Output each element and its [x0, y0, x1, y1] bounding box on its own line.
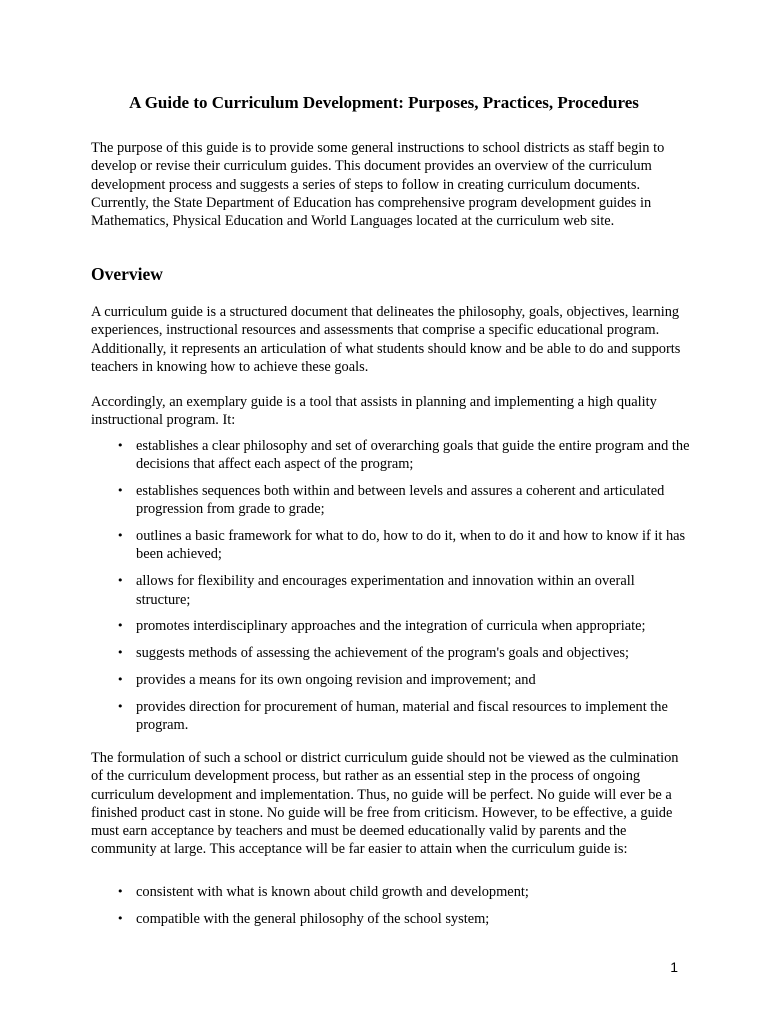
bullet-icon: • — [117, 529, 124, 543]
list-item — [91, 482, 691, 519]
list-item — [91, 671, 691, 689]
list-item — [91, 437, 691, 474]
list-item-text: promotes interdisciplinary approaches and the integration of curricula when appropriate; — [136, 618, 646, 635]
bullet-icon: • — [117, 885, 124, 898]
capabilities-list — [91, 437, 691, 743]
bullet-icon: • — [117, 619, 124, 633]
document-title: A Guide to Curriculum Development: Purposes, Practices, Procedures — [129, 93, 639, 112]
list-item — [91, 617, 691, 635]
acceptance-list — [91, 883, 691, 937]
bullet-icon: • — [117, 484, 124, 498]
list-item-text: consistent with what is known about child growth and development; — [136, 884, 529, 900]
list-item — [91, 910, 691, 928]
list-item — [91, 527, 691, 564]
list-item-text: compatible with the general philosophy of the school system; — [136, 910, 490, 927]
list-item-text: provides a means for its own ongoing revision and improvement; and — [136, 671, 536, 688]
overview-paragraph-3: The formulation of such a school or district curriculum guide should not be viewed as the culmination of the curriculum development process, but rather as an essential step in the process of ongoing curriculum development and implementation. Thus, no guide will be perfect. No guide will ever be a finished product cast in stone. No guide will be free from criticism. However, to be effective, a guide must earn acceptance by teachers and must be deemed educationally valid by parents and the community at large. This acceptance will be far easier to attain when the curriculum guide is: — [91, 750, 679, 858]
list-item-text: provides direction for procurement of human, material and fiscal resources to implement the program. — [136, 698, 668, 734]
intro-paragraph: The purpose of this guide is to provide some general instructions to school districts as staff begin to develop or revise their curriculum guides. This document provides an overview of the curriculum development process and suggests a series of steps to follow in creating curriculum documents. Currently, the State Department of Education has comprehensive program development guides in Mathematics, Physical Education and World Languages located at the curriculum web site. — [91, 140, 665, 230]
page-number: 1 — [670, 959, 678, 975]
list-item-text: establishes a clear philosophy and set of overarching goals that guide the entire program and the decisions that affect each aspect of the program; — [136, 438, 690, 473]
bullet-icon: • — [117, 699, 124, 713]
list-item — [91, 698, 691, 735]
list-item-text: suggests methods of assessing the achievement of the program's goals and objectives; — [136, 645, 629, 662]
list-item-text: establishes sequences both within and between levels and assures a coherent and articulated progression from grade to grade; — [136, 483, 665, 518]
bullet-icon: • — [117, 911, 124, 925]
overview-heading: Overview — [91, 264, 163, 284]
overview-paragraph-2: Accordingly, an exemplary guide is a tool that assists in planning and implementing a high quality instructional program. It: — [91, 394, 657, 429]
overview-paragraph-1: A curriculum guide is a structured document that delineates the philosophy, goals, objectives, learning experiences, instructional resources and assessments that comprise a specific educational program. Additionally, it represents an articulation of what students should know and be able to do and supports teachers in knowing how to achieve these goals. — [91, 304, 681, 375]
list-item — [91, 572, 691, 609]
list-item-text: outlines a basic framework for what to do, how to do it, when to do it and how to know if it has been achieved; — [136, 528, 686, 563]
list-item-text: allows for flexibility and encourages experimentation and innovation within an overall structure; — [136, 573, 635, 608]
list-item — [91, 644, 691, 662]
bullet-icon: • — [117, 646, 124, 660]
list-item — [91, 883, 691, 901]
bullet-icon: • — [117, 574, 124, 588]
bullet-icon: • — [117, 439, 124, 452]
bullet-icon: • — [117, 672, 124, 686]
